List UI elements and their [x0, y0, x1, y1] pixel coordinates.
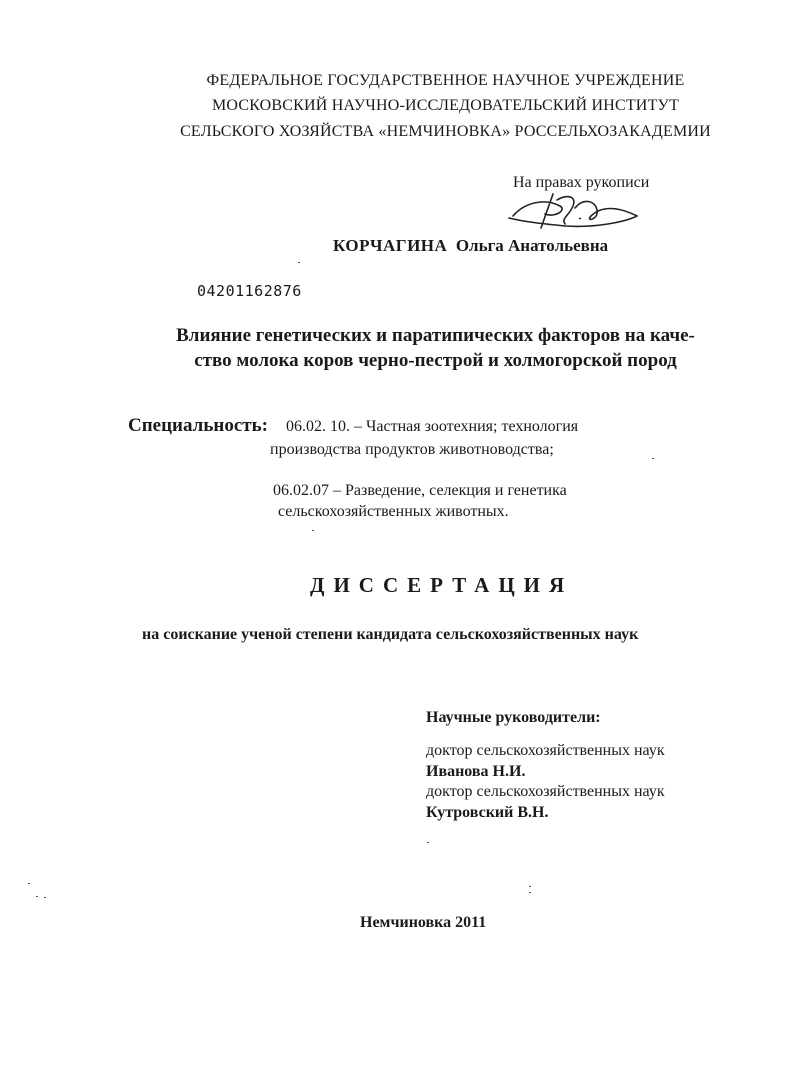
manuscript-rights-note: На правах рукописи — [513, 174, 650, 191]
specialty-first-line-2: производства продуктов животноводства; — [270, 441, 554, 458]
supervisor-1-name: Иванова Н.И. — [426, 763, 526, 780]
scan-speck — [652, 458, 654, 459]
place-and-year: Немчиновка 2011 — [360, 914, 487, 931]
dissertation-title-line-2: ство молока коров черно-пестрой и холмогорской пород — [194, 350, 677, 371]
scan-speck — [427, 842, 429, 843]
registration-code: 04201162876 — [197, 282, 302, 300]
dissertation-title-line-1: Влияние генетических и паратипических факторов на каче- — [176, 325, 695, 346]
supervisor-2-name: Кутровский В.Н. — [426, 804, 549, 821]
scan-speck — [529, 892, 531, 893]
institution-line-3: СЕЛЬСКОГО ХОЗЯЙСТВА «НЕМЧИНОВКА» РОССЕЛЬХОЗАКАДЕМИИ — [180, 123, 711, 140]
institution-line-2: МОСКОВСКИЙ НАУЧНО-ИССЛЕДОВАТЕЛЬСКИЙ ИНСТИТУТ — [211, 97, 680, 114]
document-type-heading: ДИССЕРТАЦИЯ — [310, 573, 574, 597]
author-given-names: Ольга Анатольевна — [455, 236, 609, 255]
author-surname: КОРЧАГИНА — [333, 236, 448, 255]
supervisors-heading: Научные руководители: — [426, 709, 601, 726]
scan-speck — [28, 883, 30, 884]
specialty-second-line-1: 06.02.07 – Разведение, селекция и генетика — [273, 482, 567, 499]
scan-speck — [312, 530, 314, 531]
degree-statement: на соискание ученой степени кандидата сельскохозяйственных наук — [142, 626, 639, 643]
supervisor-2-degree: доктор сельскохозяйственных наук — [426, 783, 665, 800]
specialty-label: Специальность: — [128, 415, 268, 436]
specialty-second-line-2: сельскохозяйственных животных. — [278, 503, 509, 520]
scan-speck — [36, 896, 38, 897]
scan-speck — [298, 262, 300, 263]
author-name — [333, 236, 608, 256]
scan-speck — [44, 897, 46, 898]
institution-line-1: ФЕДЕРАЛЬНОЕ ГОСУДАРСТВЕННОЕ НАУЧНОЕ УЧРЕЖДЕНИЕ — [206, 72, 685, 89]
scan-speck — [529, 886, 531, 887]
supervisor-1-degree: доктор сельскохозяйственных наук — [426, 742, 665, 759]
specialty-first-line-1: 06.02. 10. – Частная зоотехния; технология — [286, 418, 579, 435]
handwritten-signature — [505, 188, 645, 238]
